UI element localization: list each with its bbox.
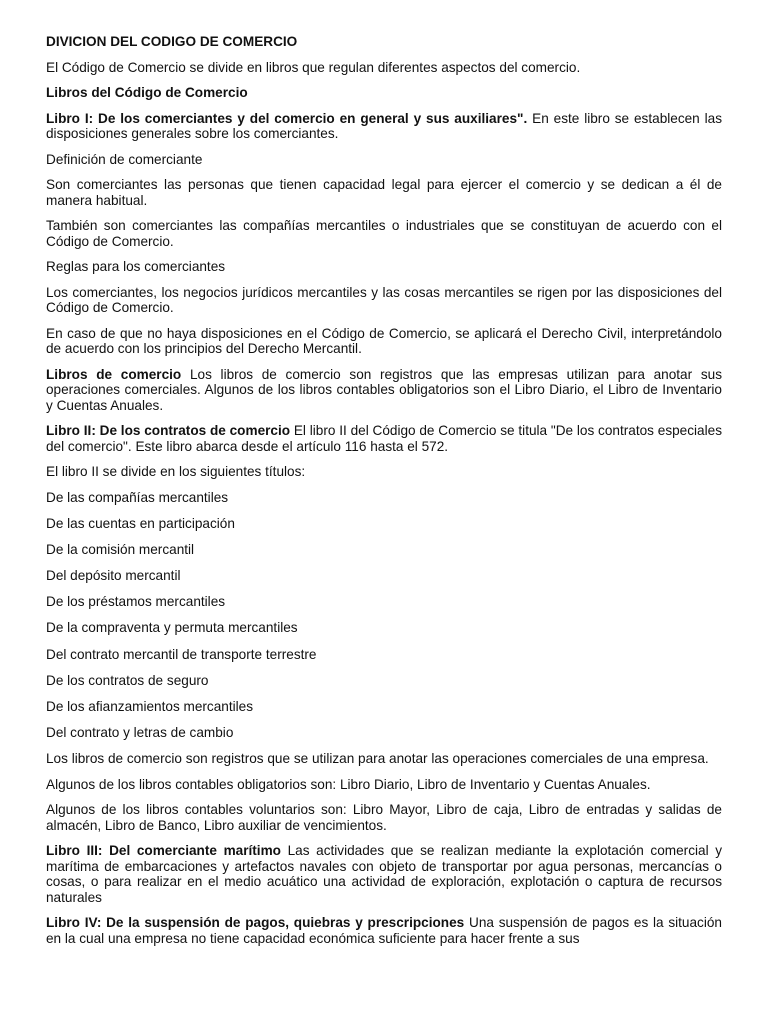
list-item: De las cuentas en participación <box>46 515 235 531</box>
definition-heading: Definición de comerciante <box>46 151 203 167</box>
libros-comercio-lead: Libros de comercio <box>46 366 182 382</box>
libro3-lead: Libro III: Del comerciante marítimo <box>46 843 281 859</box>
libro1-text: En este libro se establecen las disposiciones generales sobre los comerciantes. <box>46 110 722 141</box>
libro3-paragraph <box>46 843 722 905</box>
libros-comercio-paragraph <box>46 367 722 414</box>
registros-paragraph: Los libros de comercio son registros que se utilizan para anotar las operaciones comerciales de una empresa. <box>46 751 709 767</box>
libro4-paragraph <box>46 915 722 946</box>
rules-paragraph-1: Los comerciantes, los negocios jurídicos mercantiles y las cosas mercantiles se rigen por las disposiciones del Código de Comercio. <box>46 284 722 315</box>
libro4-text: Una suspensión de pagos es la situación en la cual una empresa no tiene capacidad económica suficiente para hacer frente a sus <box>46 915 722 946</box>
libro4-lead: Libro IV: De la suspensión de pagos, quiebras y prescripciones <box>46 915 465 931</box>
definition-paragraph-2: También son comerciantes las compañías mercantiles o industriales que se constituyan de acuerdo con el Código de Comercio. <box>46 218 722 249</box>
list-item: De los afianzamientos mercantiles <box>46 699 254 714</box>
list-item: De los contratos de seguro <box>46 672 209 688</box>
list-item: De las compañías mercantiles <box>46 489 229 505</box>
libro2-intro: El libro II se divide en los siguientes títulos: <box>46 464 306 479</box>
document-title: DIVICION DEL CODIGO DE COMERCIO <box>46 34 298 49</box>
voluntarios-paragraph: Algunos de los libros contables voluntarios son: Libro Mayor, Libro de caja, Libro de entradas y salidas de almacén, Libro de Banco, Libro auxiliar de vencimientos. <box>46 802 722 833</box>
document-page <box>46 34 722 956</box>
list-item: De la comisión mercantil <box>46 541 195 557</box>
rules-heading: Reglas para los comerciantes <box>46 259 226 274</box>
libro1-paragraph <box>46 111 722 142</box>
libro2-lead: Libro II: De los contratos de comercio <box>46 423 291 438</box>
libro2-paragraph <box>46 423 722 454</box>
list-item: Del depósito mercantil <box>46 568 181 584</box>
list-item: De la compraventa y permuta mercantiles <box>46 620 298 636</box>
list-item: De los préstamos mercantiles <box>46 594 226 610</box>
obligatorios-paragraph: Algunos de los libros contables obligatorios son: Libro Diario, Libro de Inventario y Cuentas Anuales. <box>46 776 651 792</box>
libro1-lead: Libro I: De los comerciantes y del comercio en general y sus auxiliares". <box>46 110 528 126</box>
rules-paragraph-2: En caso de que no haya disposiciones en el Código de Comercio, se aplicará el Derecho Civil, interpretándolo de acuerdo con los principios del Derecho Mercantil. <box>46 325 722 356</box>
libros-comercio-text: Los libros de comercio son registros que las empresas utilizan para anotar sus operaciones comerciales. Algunos de los libros contables obligatorios son el Libro Diario, el Libro de Inventario y Cuentas Anuales. <box>46 366 722 413</box>
libro3-text: Las actividades que se realizan mediante la explotación comercial y marítima de embarcaciones y artefactos navales con objeto de transportar por agua personas, mercancías o cosas, o para realizar en el medio acuático una actividad de exploración, explotación o captura de recursos naturales <box>46 843 723 905</box>
intro-paragraph: El Código de Comercio se divide en libros que regulan diferentes aspectos del comercio. <box>46 59 581 75</box>
libro2-text: El libro II del Código de Comercio se titula "De los contratos especiales del comercio". Este libro abarca desde el artículo 116 hasta el 572. <box>46 423 722 454</box>
list-item: Del contrato mercantil de transporte terrestre <box>46 646 317 662</box>
list-item: Del contrato y letras de cambio <box>46 725 234 741</box>
definition-paragraph-1: Son comerciantes las personas que tienen capacidad legal para ejercer el comercio y se dedican a él de manera habitual. <box>46 177 722 208</box>
books-heading: Libros del Código de Comercio <box>46 85 248 100</box>
